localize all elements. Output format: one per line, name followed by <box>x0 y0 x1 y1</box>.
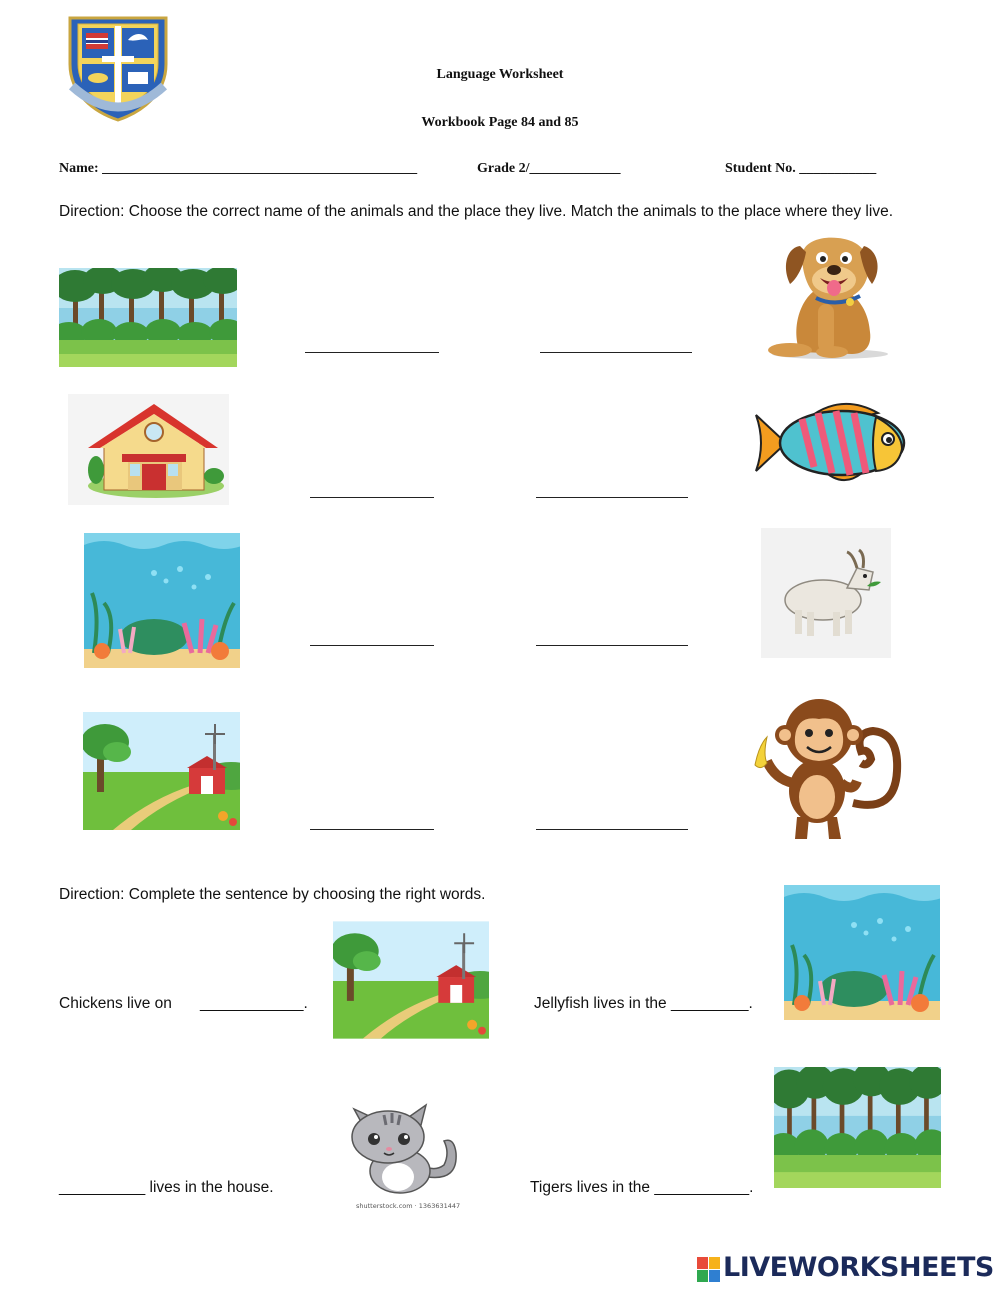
house-picture <box>68 394 229 505</box>
place-answer-line[interactable] <box>310 497 434 498</box>
student-no-field[interactable]: Student No. ___________ <box>725 161 877 176</box>
sentence-chickens: Chickens live on <box>59 995 172 1012</box>
sentence-jellyfish[interactable]: Jellyfish lives in the _________. <box>534 995 753 1012</box>
animal-answer-line[interactable] <box>540 352 692 353</box>
forest-picture <box>774 1067 941 1188</box>
sea-picture <box>784 885 940 1020</box>
farm-picture <box>83 712 240 830</box>
sea-picture <box>84 533 240 668</box>
liveworksheets-brand[interactable]: LIVEWORKSHEETS <box>723 1252 994 1283</box>
sentence-chickens-blank[interactable]: ____________. <box>200 995 308 1012</box>
fish-picture <box>752 395 915 491</box>
place-answer-line[interactable] <box>305 352 439 353</box>
animal-answer-line[interactable] <box>536 497 688 498</box>
liveworksheets-logo-icon <box>697 1257 721 1283</box>
animal-answer-line[interactable] <box>536 829 688 830</box>
dog-picture <box>760 232 895 360</box>
place-answer-line[interactable] <box>310 645 434 646</box>
school-logo <box>62 10 174 122</box>
worksheet-title: Language Worksheet <box>436 67 564 82</box>
grade-field[interactable]: Grade 2/_____________ <box>477 161 621 176</box>
goat-picture <box>761 528 891 658</box>
monkey-picture <box>745 693 907 845</box>
cat-image-caption: shutterstock.com · 1363631447 <box>356 1202 461 1210</box>
forest-picture <box>59 268 237 367</box>
direction-1: Direction: Choose the correct name of the animals and the place they live. Match the animals to the place where they live. <box>59 203 893 220</box>
animal-answer-line[interactable] <box>536 645 688 646</box>
farm-picture <box>333 921 489 1039</box>
workbook-pages: Workbook Page 84 and 85 <box>421 115 579 130</box>
cat-picture <box>340 1097 462 1197</box>
sentence-house[interactable]: __________ lives in the house. <box>59 1179 274 1196</box>
sentence-tigers[interactable]: Tigers lives in the ___________. <box>530 1179 754 1196</box>
place-answer-line[interactable] <box>310 829 434 830</box>
name-field[interactable]: Name: _____________________________________________ <box>59 161 418 176</box>
direction-2: Direction: Complete the sentence by choosing the right words. <box>59 886 486 903</box>
